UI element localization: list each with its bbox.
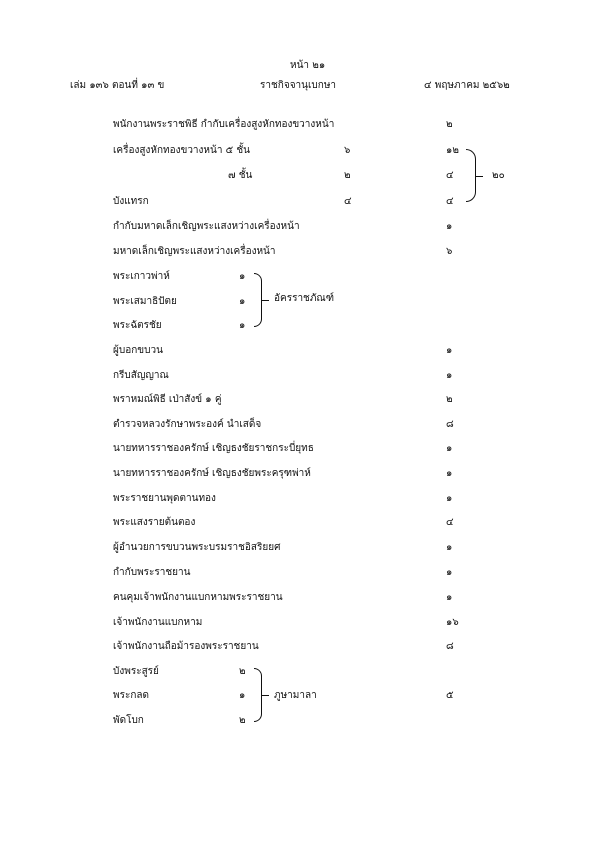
- row-count-a: ๑: [239, 296, 246, 307]
- row-label: ตำรวจหลวงรักษาพระองค์ นำเสด็จ: [113, 419, 262, 430]
- row-label: บังพระสูรย์: [113, 666, 159, 677]
- row-label: เจ้าพนักงานแบกหาม: [113, 617, 203, 628]
- row-label: พราหมณ์พิธี เป่าสังข์ ๑ คู่: [113, 394, 222, 405]
- volume-issue: เล่ม ๑๓๖ ตอนที่ ๑๓ ข: [70, 80, 165, 91]
- row-count-b: ๑: [446, 370, 453, 381]
- row-label: พนักงานพระราชพิธี กำกับเครื่องสูงหักทองขวางหน้า: [113, 119, 335, 130]
- row-label: นายทหารราชองครักษ์ เชิญธงชัยราชกระบี่ยุทธ: [113, 443, 314, 454]
- row-count-b: ๔: [446, 170, 454, 181]
- row-label: พัดโบก: [113, 715, 144, 726]
- row-label: พระแสงรายต้นตอง: [113, 517, 196, 528]
- row-count-b: ๑: [446, 468, 453, 479]
- publication-date: ๔ พฤษภาคม ๒๕๖๒: [424, 80, 510, 91]
- row-label: บังแทรก: [113, 196, 149, 207]
- row-label: เจ้าพนักงานถือม้ารองพระราชยาน: [113, 641, 259, 652]
- row-label: กรีบสัญญาณ: [113, 370, 169, 381]
- row-count-b: ๒: [446, 119, 453, 130]
- group-total: ๒๐: [492, 170, 505, 181]
- row-count-a: ๑: [239, 320, 246, 331]
- gazette-title: ราชกิจจานุเบกษา: [260, 80, 337, 91]
- row-label: พระเกาวพ่าห์: [113, 271, 170, 282]
- row-count-b: ๔: [446, 196, 454, 207]
- group-total: ๕: [446, 690, 454, 701]
- group-bracket: [254, 668, 262, 722]
- row-label: พระกลด: [113, 690, 150, 701]
- row-count-b: ๑๒: [446, 145, 459, 156]
- row-count-a: ๒: [239, 666, 246, 677]
- group-label: ภูษามาลา: [274, 690, 317, 701]
- row-label: พระราชยานพุดตานทอง: [113, 493, 216, 504]
- row-count-b: ๑: [446, 493, 453, 504]
- row-count-b: ๑: [446, 592, 453, 603]
- row-count-b: ๘: [446, 641, 454, 652]
- row-count-a: ๔: [344, 196, 352, 207]
- group-bracket: [254, 273, 262, 327]
- row-count-b: ๑: [446, 443, 453, 454]
- row-count-a: ๑: [239, 690, 246, 701]
- row-count-b: ๔: [446, 517, 454, 528]
- row-count-b: ๒: [446, 394, 453, 405]
- row-label: ๗ ชั้น: [228, 170, 253, 181]
- row-label: เครื่องสูงหักทองขวางหน้า ๕ ชั้น: [113, 145, 251, 156]
- row-count-a: ๑: [239, 271, 246, 282]
- row-count-a: ๖: [344, 145, 351, 156]
- row-label: ผู้อำนวยการขบวนพระบรมราชอิสริยยศ: [113, 542, 281, 553]
- row-label: ผู้บอกขบวน: [113, 345, 163, 356]
- row-count-b: ๑: [446, 345, 453, 356]
- row-count-a: ๒: [239, 715, 246, 726]
- row-label: กำกับมหาดเล็กเชิญพระแสงหว่างเครื่องหน้า: [113, 221, 300, 232]
- row-label: พระเสมาธิปัตย: [113, 296, 177, 307]
- row-count-b: ๘: [446, 419, 454, 430]
- group-bracket: [466, 149, 476, 202]
- page-number: หน้า ๒๑: [290, 60, 326, 71]
- row-count-b: ๑: [446, 567, 453, 578]
- row-count-b: ๑: [446, 221, 453, 232]
- row-count-b: ๑: [446, 542, 453, 553]
- group-label: อัครราชภัณฑ์: [274, 293, 335, 304]
- row-count-b: ๑๖: [446, 617, 459, 628]
- row-label: กำกับพระราชยาน: [113, 567, 191, 578]
- row-label: พระฉัตรชัย: [113, 320, 162, 331]
- row-label: คนคุมเจ้าพนักงานแบกหามพระราชยาน: [113, 592, 283, 603]
- row-count-a: ๒: [344, 170, 351, 181]
- row-label: มหาดเล็กเชิญพระแสงหว่างเครื่องหน้า: [113, 246, 276, 257]
- row-count-b: ๖: [446, 246, 453, 257]
- row-label: นายทหารราชองครักษ์ เชิญธงชัยพระครุฑพ่าห์: [113, 468, 311, 479]
